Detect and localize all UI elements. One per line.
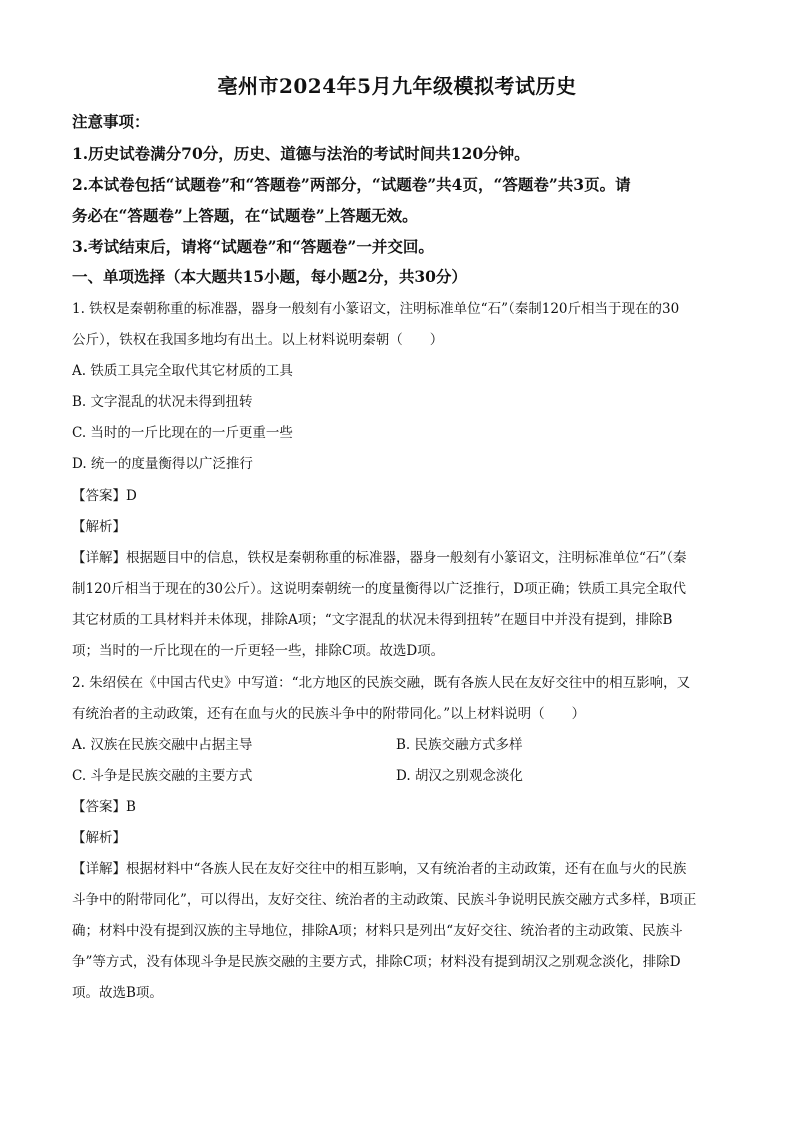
section-heading: 一、单项选择（本大题共15小题，每小题2分，共30分） [72, 267, 467, 286]
q2-detail-line-3: 确；材料中没有提到汉族的主导地位，排除A项；材料只是列出“友好交往、统治者的主动政策、民族斗 [72, 923, 683, 939]
note-item-1: 1.历史试卷满分70分，历史、道德与法治的考试时间共120分钟。 [72, 144, 530, 163]
q2-detail-line-1: 【详解】根据材料中“各族人民在友好交往中的相互影响，又有统治者的主动政策，还有在血与火的民族 [72, 861, 687, 877]
q2-option-a: A. 汉族在民族交融中占据主导 [72, 737, 253, 753]
q2-detail-line-5: 项。故选B项。 [72, 985, 163, 1001]
q2-answer: 【答案】B [72, 799, 136, 815]
q2-option-c: C. 斗争是民族交融的主要方式 [72, 768, 253, 784]
page-title: 亳州市2024年5月九年级模拟考试历史 [217, 74, 577, 98]
q1-option-b: B. 文字混乱的状况未得到扭转 [72, 394, 253, 410]
note-item-2-line-1: 2.本试卷包括“试题卷”和“答题卷”两部分，“试题卷”共4页，“答题卷”共3页。请 [72, 175, 631, 194]
q1-stem-line-1: 1. 铁权是秦朝称重的标准器，器身一般刻有小篆诏文，注明标准单位“石”（秦制120斤相当于现在的30 [72, 301, 680, 317]
q2-stem-line-1: 2. 朱绍侯在《中国古代史》中写道：“北方地区的民族交融，既有各族人民在友好交往中的相互影响，又 [72, 675, 691, 691]
note-item-3: 3.考试结束后，请将“试题卷”和“答题卷”一并交回。 [72, 237, 434, 256]
q1-option-c: C. 当时的一斤比现在的一斤更重一些 [72, 425, 293, 441]
q2-detail-line-2: 斗争中的附带同化”，可以得出，友好交往、统治者的主动政策、民族斗争说明民族交融方式多样，B项正 [72, 892, 697, 908]
q1-detail-line-1: 【详解】根据题目中的信息，铁权是秦朝称重的标准器，器身一般刻有小篆诏文，注明标准单位“石”（秦 [72, 550, 687, 566]
q2-analysis-label: 【解析】 [72, 830, 126, 846]
q1-answer: 【答案】D [72, 488, 137, 504]
note-item-2-line-2: 务必在“答题卷”上答题，在“试题卷”上答题无效。 [72, 206, 418, 225]
q2-option-d: D. 胡汉之别观念淡化 [396, 768, 523, 784]
q1-option-a: A. 铁质工具完全取代其它材质的工具 [72, 363, 293, 379]
q1-stem-line-2: 公斤），铁权在我国多地均有出土。以上材料说明秦朝（ ） [72, 332, 444, 348]
q1-detail-line-3: 其它材质的工具材料并未体现，排除A项；“文字混乱的状况未得到扭转”在题目中并没有提到，排除B [72, 612, 673, 628]
q1-detail-line-2: 制120斤相当于现在的30公斤）。这说明秦朝统一的度量衡得以广泛推行，D项正确；铁质工具完全取代 [72, 581, 687, 597]
q2-detail-line-4: 争”等方式，没有体现斗争是民族交融的主要方式，排除C项；材料没有提到胡汉之别观念淡化，排除D [72, 954, 681, 970]
q2-option-b: B. 民族交融方式多样 [396, 737, 523, 753]
q1-analysis-label: 【解析】 [72, 519, 126, 535]
q1-option-d: D. 统一的度量衡得以广泛推行 [72, 456, 253, 472]
notes-heading: 注意事项： [72, 112, 150, 131]
q2-stem-line-2: 有统治者的主动政策，还有在血与火的民族斗争中的附带同化。”以上材料说明（ ） [72, 706, 586, 722]
q1-detail-line-4: 项；当时的一斤比现在的一斤更轻一些，排除C项。故选D项。 [72, 643, 445, 659]
